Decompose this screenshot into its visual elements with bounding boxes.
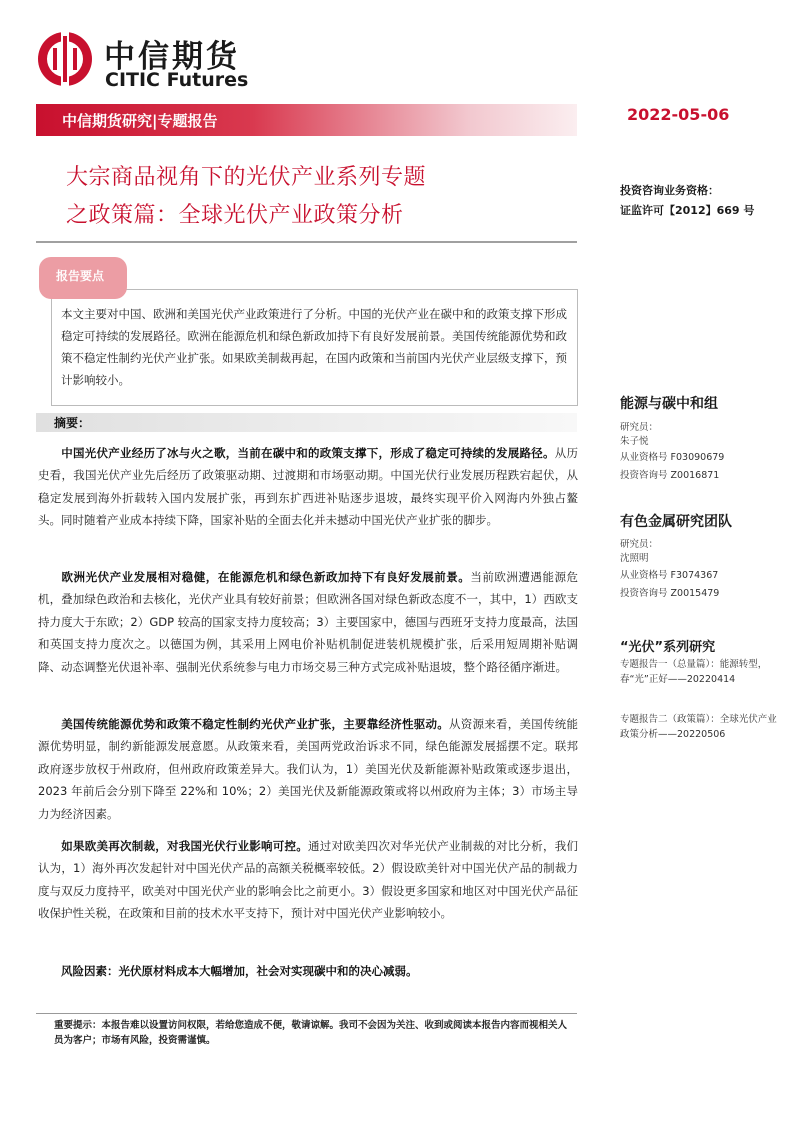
team-title-metals: 有色金属研究团队 [620, 514, 732, 530]
license-number: 证监许可【2012】669 号 [620, 204, 755, 217]
researcher-name: 沈照明 [620, 553, 649, 564]
paragraph-lead: 风险因素：光伏原材料成本大幅增加，社会对实现碳中和的决心减弱。 [61, 964, 418, 978]
report-date: 2022-05-06 [627, 105, 730, 124]
qualification-number: 从业资格号 F3074367 [620, 570, 719, 581]
brand-name-en: CITIC Futures [105, 69, 249, 91]
paragraph-lead: 欧洲光伏产业发展相对稳健，在能源危机和绿色新政加持下有良好发展前景。 [61, 570, 471, 584]
summary-header-bar [36, 413, 577, 432]
paragraph-lead: 中国光伏产业经历了冰与火之歌，当前在碳中和的政策支撑下，形成了稳定可持续的发展路径。 [61, 446, 555, 460]
summary-paragraph [38, 835, 578, 925]
summary-paragraph [38, 713, 578, 825]
paragraph-body: 通过对欧美四次对华光伏产业制裁的对比分析，我们认为，1）海外再次发起针对中国光伏产品的高额关税概率较低。2）假设欧美针对中国光伏产品的制裁力度与双反力度持平，欧美对中国光伏产业的影响会比之前更小。3）假设更多国家和地区对中国光伏产品征收保护性关税，在政策和目前的技术水平支持下，预计对中国光伏产业影响较小。 [38, 839, 578, 921]
series-report-link[interactable]: 专题报告一（总量篇）：能源转型，春“光”正好——20220414 [620, 659, 768, 685]
paragraph-body: 从资源来看，美国传统能源优势明显，制约新能源发展意愿。从政策来看，美国两党政治诉求不同，绿色能源发展摇摆不定。联邦政府逐步放权于州政府，但州政府政策差异大。我们认为，1）美国光伏及新能源补贴政策或逐步退出，2023 年前后会分别下降至 22%和 10%；2）美国光伏及新能源政策或将以州政府为主体；3）市场主导力为经济因素。 [38, 717, 578, 821]
team-title-energy: 能源与碳中和组 [620, 396, 718, 412]
summary-label: 摘要： [54, 416, 91, 430]
paragraph-body: 当前欧洲遭遇能源危机，叠加绿色政治和去核化，光伏产业具有较好前景；但欧洲各国对绿色新政态度不一，其中，1）西欧支持力度大于东欧；2）GDP 较高的国家支持力度较高；3）主要国家中，德国与西班牙支持力度最高，法国和英国支持力度次之。以德国为例，其采用上网电价补贴机制促进装机规模扩张，后采用短周期补贴调降、动态调整光伏退补率、强制光伏系统参与电力市场交易三种方式完成补贴退坡，整个路径循序渐进。 [38, 570, 578, 674]
key-points-text: 本文主要对中国、欧洲和美国光伏产业政策进行了分析。中国的光伏产业在碳中和的政策支撑下形成稳定可持续的发展路径。欧洲在能源危机和绿色新政加持下有良好发展前景。美国传统能源优势和政策不稳定性制约光伏产业扩张。如果欧美制裁再起，在国内政策和当前国内光伏产业层级支撑下，预计影响较小。 [61, 307, 567, 387]
qualification-number: 从业资格号 F03090679 [620, 452, 725, 463]
researcher-role: 研究员： [620, 539, 659, 550]
researcher-name: 朱子悦 [620, 436, 649, 447]
key-points-label: 报告要点 [56, 269, 105, 283]
summary-paragraph [38, 566, 578, 678]
paragraph-lead: 美国传统能源优势和政策不稳定性制约光伏产业扩张，主要靠经济性驱动。 [61, 717, 449, 731]
researcher-role: 研究员： [620, 422, 659, 433]
title-divider [36, 241, 577, 243]
series-title: “光伏”系列研究 [620, 640, 716, 655]
disclaimer-text: 重要提示：本报告难以设置访问权限，若给您造成不便，敬请谅解。我司不会因为关注、收到或阅读本报告内容而视相关人员为客户；市场有风险，投资需谨慎。 [54, 1020, 568, 1046]
license-label: 投资咨询业务资格： [620, 184, 719, 197]
report-title-line2: 之政策篇：全球光伏产业政策分析 [66, 203, 404, 228]
risk-factors [38, 960, 578, 982]
brand-name-cn: 中信期货 [104, 39, 240, 75]
consulting-number: 投资咨询号 Z0016871 [620, 470, 720, 481]
citic-logo-icon [36, 30, 94, 88]
summary-paragraph [38, 442, 578, 532]
report-category: 中信期货研究|专题报告 [62, 112, 218, 130]
series-report-link[interactable]: 专题报告二（政策篇）：全球光伏产业政策分析——20220506 [620, 714, 777, 740]
consulting-number: 投资咨询号 Z0015479 [620, 588, 720, 599]
footer-divider [36, 1013, 577, 1014]
paragraph-body: 从历史看，我国光伏产业先后经历了政策驱动期、过渡期和市场驱动期。中国光伏行业发展历程跌宕起伏，从稳定发展到海外折载转入国内发展扩张，再到东扩西进补贴逐步退坡，最终实现平价入网海内外独占鳌头。同时随着产业成本持续下降，国家补贴的全面去化并未撼动中国光伏产业扩张的脚步。 [38, 446, 578, 528]
report-title-line1: 大宗商品视角下的光伏产业系列专题 [66, 165, 427, 190]
paragraph-lead: 如果欧美再次制裁，对我国光伏行业影响可控。 [61, 839, 308, 853]
